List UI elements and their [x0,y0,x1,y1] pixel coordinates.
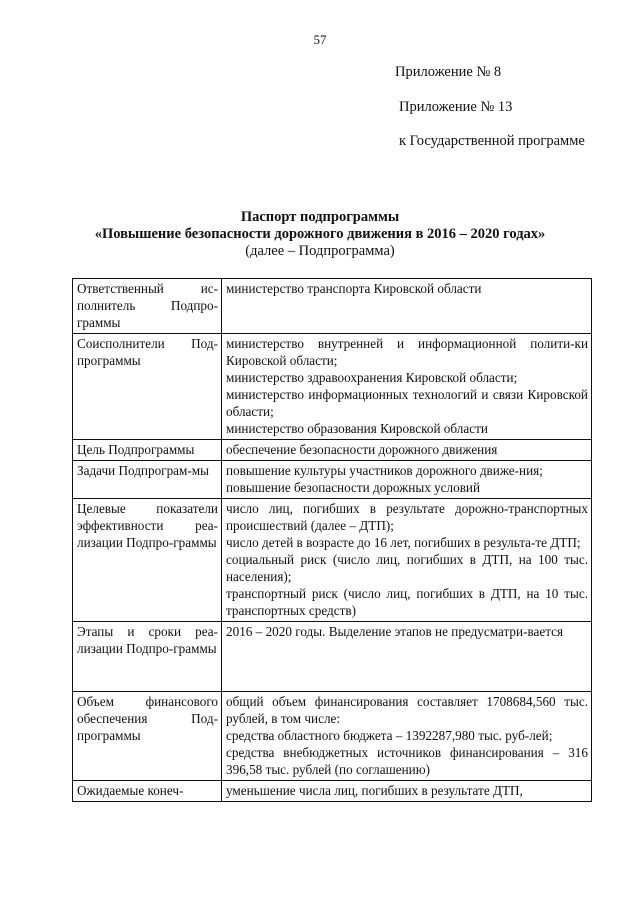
row-label: Ожидаемые конеч- [73,781,222,802]
appendix-line-1: Приложение № 8 [395,64,502,80]
row-label: Целевые показатели эффективности реа-лизации Подпро-граммы [73,499,222,622]
table-row [73,440,592,461]
title-line-2: «Повышение безопасности дорожного движения в 2016 – 2020 годах» [94,226,546,242]
row-label: Ответственный ис-полнитель Подпро-граммы [73,279,222,334]
value-line: обеспечение безопасности дорожного движения [226,442,498,457]
table-row [73,334,592,440]
table-row [73,622,592,692]
table-row [73,781,592,802]
row-label: Задачи Подпрограм-мы [73,461,222,499]
appendix-line-3: к Государственной программе [399,133,585,149]
row-value [222,334,592,440]
document-title [0,209,640,260]
value-line: транспортный риск (число лиц, погибших в ДТП, на 10 тыс. транспортных средств) [226,586,588,618]
value-line: министерство транспорта Кировской области [226,281,482,296]
row-value [222,461,592,499]
table-row [73,692,592,781]
title-line-1: Паспорт подпрограммы [240,209,400,225]
title-line-3: (далее – Подпрограмма) [245,243,395,259]
value-line: министерство внутренней и информационной полити-ки Кировской области; [226,336,588,368]
value-line: социальный риск (число лиц, погибших в ДТП, на 100 тыс. населения); [226,552,588,584]
page-number: 57 [313,32,327,47]
value-line: общий объем финансирования составляет 1708684,560 тыс. рублей, в том числе: [226,694,588,726]
value-line: уменьшение числа лиц, погибших в результате ДТП, [226,783,523,798]
value-line: число лиц, погибших в результате дорожно-транспортных происшествий (далее – ДТП); [226,501,588,533]
row-label: Объем финансового обеспечения Под-программы [73,692,222,781]
table-row [73,461,592,499]
value-line: число детей в возрасте до 16 лет, погибших в результа-те ДТП; [226,535,581,550]
value-line: 2016 – 2020 годы. Выделение этапов не предусматри-вается [226,624,564,639]
value-line: повышение культуры участников дорожного движе-ния; [226,463,543,478]
value-line: министерство информационных технологий и связи Кировской области; [226,387,588,419]
value-line: министерство образования Кировской области [226,421,488,436]
row-value [222,781,592,802]
value-line: средства внебюджетных источников финансирования – 316 396,58 тыс. рублей (по соглашению) [226,745,588,777]
row-value [222,279,592,334]
row-label: Этапы и сроки реа-лизации Подпро-граммы [73,622,222,692]
row-label: Цель Подпрограммы [73,440,222,461]
passport-table [72,278,592,802]
table-row [73,499,592,622]
row-value [222,440,592,461]
appendix-line-2: Приложение № 13 [399,99,513,115]
row-label: Соисполнители Под-программы [73,334,222,440]
row-value [222,622,592,692]
row-value [222,499,592,622]
value-line: средства областного бюджета – 1392287,980 тыс. руб-лей; [226,728,553,743]
row-value [222,692,592,781]
table-row [73,279,592,334]
value-line: министерство здравоохранения Кировской области; [226,370,518,385]
value-line: повышение безопасности дорожных условий [226,480,481,495]
